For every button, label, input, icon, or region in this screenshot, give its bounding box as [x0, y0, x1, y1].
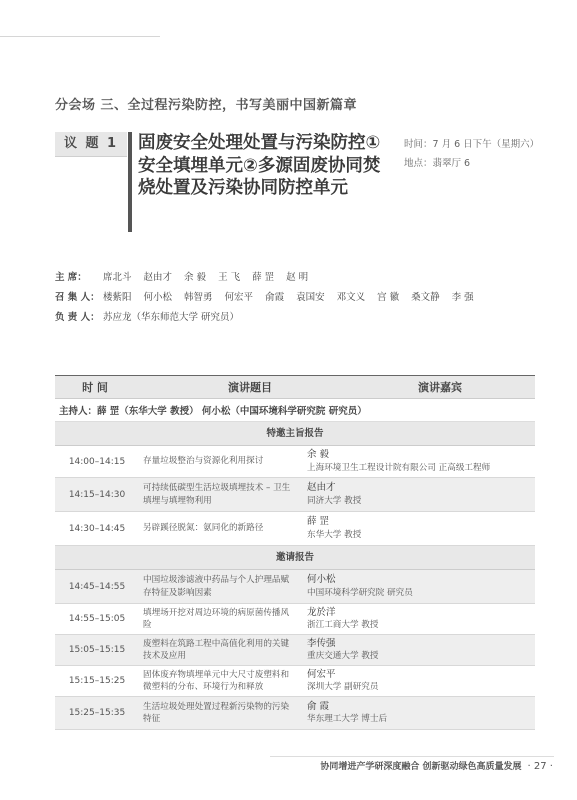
manager-label: 负 责 人： — [55, 312, 100, 323]
speaker-affiliation: 重庆交通大学 教授 — [307, 651, 379, 661]
manager-name: 苏应龙（华东师范大学 研究员） — [103, 312, 240, 323]
header-title: 演讲题目 — [228, 381, 272, 394]
talk-row — [55, 635, 535, 666]
session-title: 特邀主旨报告 — [55, 422, 535, 446]
convener-name: 袁国安 — [296, 292, 325, 303]
manager-row — [55, 306, 555, 326]
speaker-name: 赵由才 — [307, 482, 336, 493]
talk-title: 中国垃圾渗滤液中药品与个人护理品赋存特征及影响因素 — [143, 575, 290, 598]
chair-name: 赵由才 — [143, 272, 173, 283]
speaker-name: 何宏平 — [307, 668, 336, 680]
conveners-label: 召 集 人： — [55, 292, 100, 303]
speaker-affiliation: 东华大学 教授 — [307, 529, 362, 540]
talk-title: 固体废弃物填埋单元中大尺寸废塑料和微塑料的分布、环境行为和释放 — [143, 669, 290, 692]
topic-time: 时间：7 月 6 日下午（星期六） — [404, 139, 540, 150]
speaker-affiliation: 中国环境科学研究院 研究员 — [307, 587, 413, 598]
talk-speaker — [293, 607, 535, 632]
talk-time: 15:15–15:25 — [68, 676, 126, 686]
page-corner-mark — [0, 36, 160, 37]
speaker-name: 龙於洋 — [307, 606, 336, 618]
host-row: 主持人：薛 罡（东华大学 教授） 何小松（中国环境科学研究院 研究员） — [55, 399, 535, 422]
page-footer — [320, 759, 553, 772]
convener-name: 邓文义 — [336, 292, 366, 303]
header-time: 时 间 — [82, 381, 108, 394]
talk-speaker — [293, 574, 535, 599]
chair-name: 席北斗 — [103, 272, 132, 283]
schedule-header — [55, 375, 535, 399]
talk-row — [55, 446, 535, 478]
talk-row — [55, 512, 535, 546]
talk-row — [55, 478, 535, 512]
chairs-row — [55, 266, 555, 286]
talk-time: 14:55–15:05 — [68, 614, 126, 624]
talk-row — [55, 604, 535, 635]
talk-title: 另辟蹊径脱氮：氨同化的新路径 — [143, 523, 264, 534]
convener-name: 何宏平 — [224, 292, 254, 303]
talk-title: 存量垃圾整治与资源化利用探讨 — [143, 456, 264, 467]
chair-name: 王 飞 — [218, 272, 241, 283]
talk-speaker — [293, 516, 535, 541]
talk-speaker — [293, 669, 535, 694]
chair-name: 赵 明 — [286, 272, 309, 283]
talk-title: 可持续低碳型生活垃圾填埋技术 – 卫生填埋与填埋物利用 — [143, 483, 291, 506]
topic-heading: 固废安全处理处置与污染防控①安全填埋单元②多源固废协同焚烧处置及污染协同防控单元 — [138, 133, 381, 198]
talk-title: 填埋场开挖对周边环境的病原菌传播风险 — [143, 607, 290, 630]
speaker-affiliation: 同济大学 教授 — [307, 495, 362, 506]
talk-speaker — [293, 701, 535, 726]
topic-location: 地点：翡翠厅 6 — [404, 158, 471, 169]
topic-meta — [404, 135, 564, 173]
speaker-affiliation: 深圳大学 副研究员 — [307, 682, 379, 692]
talk-speaker — [293, 449, 535, 474]
convener-name: 李 强 — [451, 292, 474, 303]
talk-time: 14:15–14:30 — [68, 489, 126, 500]
topic-tag: 议 题 1 — [55, 132, 127, 157]
speaker-name: 李传强 — [307, 637, 336, 649]
section-title: 分会场 三、全过程污染防控，书写美丽中国新篇章 — [55, 98, 358, 113]
talk-time: 14:30–14:45 — [68, 523, 126, 534]
chair-name: 余 毅 — [184, 272, 207, 283]
convener-name: 何小松 — [143, 292, 173, 303]
page-number: · 27 · — [527, 761, 553, 772]
speaker-affiliation: 上海环境卫生工程设计院有限公司 正高级工程师 — [307, 462, 491, 473]
people-list — [55, 266, 555, 326]
talk-row — [55, 570, 535, 604]
talk-time: 15:25–15:35 — [68, 708, 126, 718]
speaker-affiliation: 浙江工商大学 教授 — [307, 620, 379, 630]
talk-time: 14:00–14:15 — [68, 456, 126, 467]
chairs-label: 主 席： — [55, 272, 87, 283]
convener-name: 宫 徽 — [377, 292, 400, 303]
talk-speaker — [293, 482, 535, 507]
speaker-name: 俞 霞 — [307, 700, 330, 712]
speaker-name: 薛 罡 — [307, 516, 330, 527]
header-speaker: 演讲嘉宾 — [418, 381, 462, 394]
talk-title: 生活垃圾处理处置过程新污染物的污染特征 — [143, 701, 290, 724]
talk-speaker — [293, 638, 535, 663]
footer-slogan: 协同增进产学研深度融合 创新驱动绿色高质量发展 — [320, 762, 522, 772]
topic-divider-bar — [128, 132, 132, 232]
talk-row — [55, 666, 535, 697]
talk-title: 废塑料在筑路工程中高值化利用的关键技术及应用 — [143, 638, 290, 661]
conveners-row — [55, 286, 555, 306]
convener-name: 桑文静 — [411, 292, 440, 303]
speaker-name: 何小松 — [307, 574, 336, 585]
footer-divider — [270, 756, 554, 757]
session-title: 邀请报告 — [55, 546, 535, 570]
talk-time: 15:05–15:15 — [68, 645, 126, 655]
talk-row — [55, 697, 535, 730]
talk-time: 14:45–14:55 — [68, 581, 126, 592]
convener-name: 俞霞 — [265, 292, 285, 303]
speaker-name: 余 毅 — [307, 449, 330, 460]
chair-name: 薛 罡 — [252, 272, 275, 283]
speaker-affiliation: 华东理工大学 博士后 — [307, 714, 388, 724]
convener-name: 韩智勇 — [184, 292, 213, 303]
convener-name: 楼紫阳 — [103, 292, 132, 303]
schedule-table — [55, 375, 535, 730]
